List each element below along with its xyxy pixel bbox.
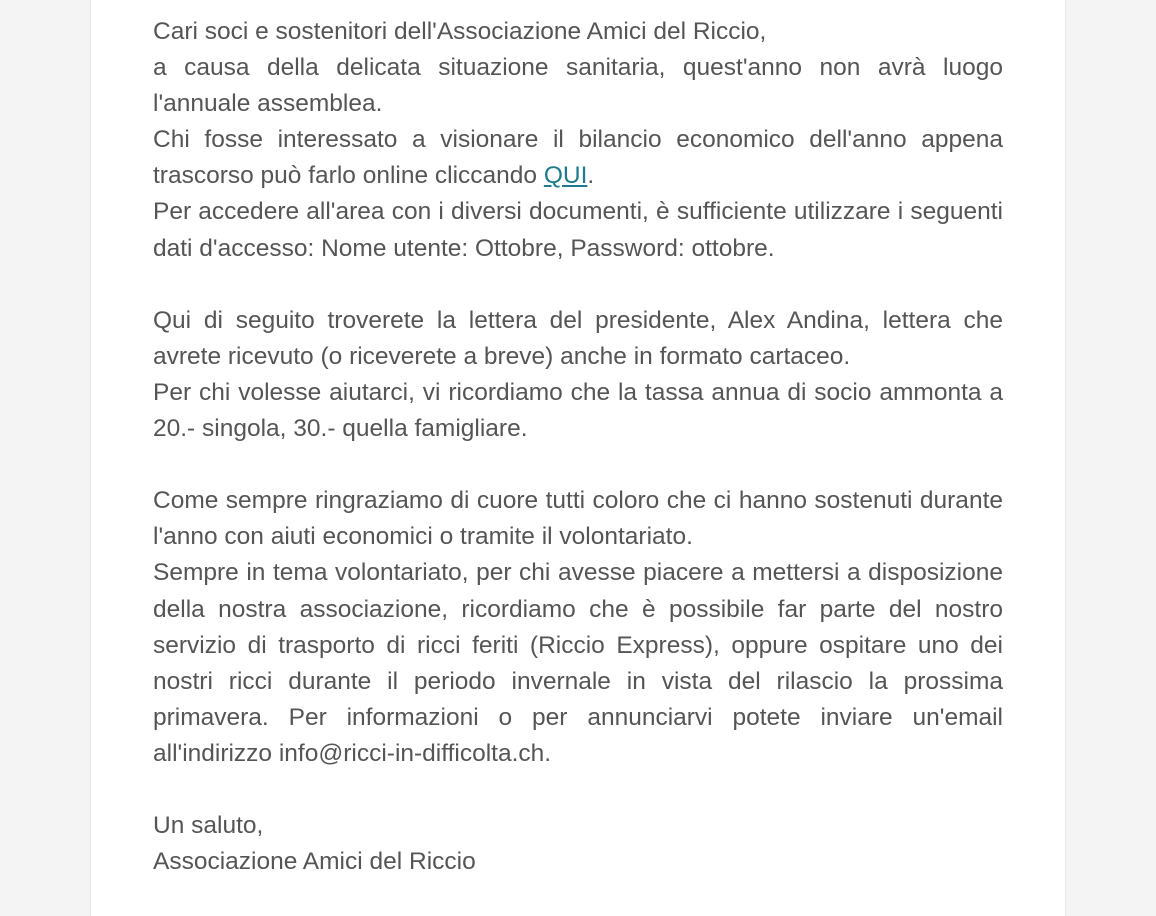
- paragraph-access: Per accedere all'area con i diversi documenti, è sufficiente utilizzare i seguenti dati d'accesso: Nome utente: Ottobre, Password: ottobre.: [153, 198, 1003, 262]
- paragraph-membership-fee: Per chi volesse aiutarci, vi ricordiamo che la tassa annua di socio ammonta a 20.- singola, 30.- quella famigliare.: [153, 378, 1003, 443]
- paragraph-president-letter: Qui di seguito troverete la lettera del presidente, Alex Andina, lettera che avrete ricevuto (o riceverete a breve) anche in formato cartaceo.: [153, 306, 1003, 370]
- paragraph-thanks: Come sempre ringraziamo di cuore tutti coloro che ci hanno sostenuti durante l'anno con aiuti economici o tramite il volontariato.: [153, 487, 1003, 551]
- greeting: Cari soci e sostenitori dell'Associazione Amici del Riccio,: [153, 18, 767, 45]
- budget-text-end: .: [587, 162, 595, 190]
- signature: Associazione Amici del Riccio: [153, 848, 476, 876]
- email-page: [90, 0, 1066, 916]
- paragraph-assembly: a causa della delicata situazione sanitaria, quest'anno non avrà luogo l'annuale assemblea.: [153, 54, 1003, 118]
- spacer: [153, 447, 1003, 483]
- qui-link[interactable]: QUI: [543, 162, 588, 190]
- spacer: [153, 267, 1003, 303]
- email-body: [153, 14, 1003, 880]
- budget-text: Chi fosse interessato a visionare il bilancio economico dell'anno appena trascorso può farlo online cliccando: [153, 126, 1003, 190]
- paragraph-budget: [153, 122, 1003, 194]
- closing: Un saluto,: [153, 812, 264, 840]
- spacer: [153, 772, 1003, 808]
- paragraph-volunteering: Sempre in tema volontariato, per chi avesse piacere a mettersi a disposizione della nostra associazione, ricordiamo che è possibile far parte del nostro servizio di trasporto di ricci feriti (Riccio Express), oppure ospitare uno dei nostri ricci durante il periodo invernale in vista del rilascio la prossima primavera. Per informazioni o per annunciarvi potete inviare un'email all'indirizzo info@ricci-in-difficolta.ch.: [153, 559, 1003, 767]
